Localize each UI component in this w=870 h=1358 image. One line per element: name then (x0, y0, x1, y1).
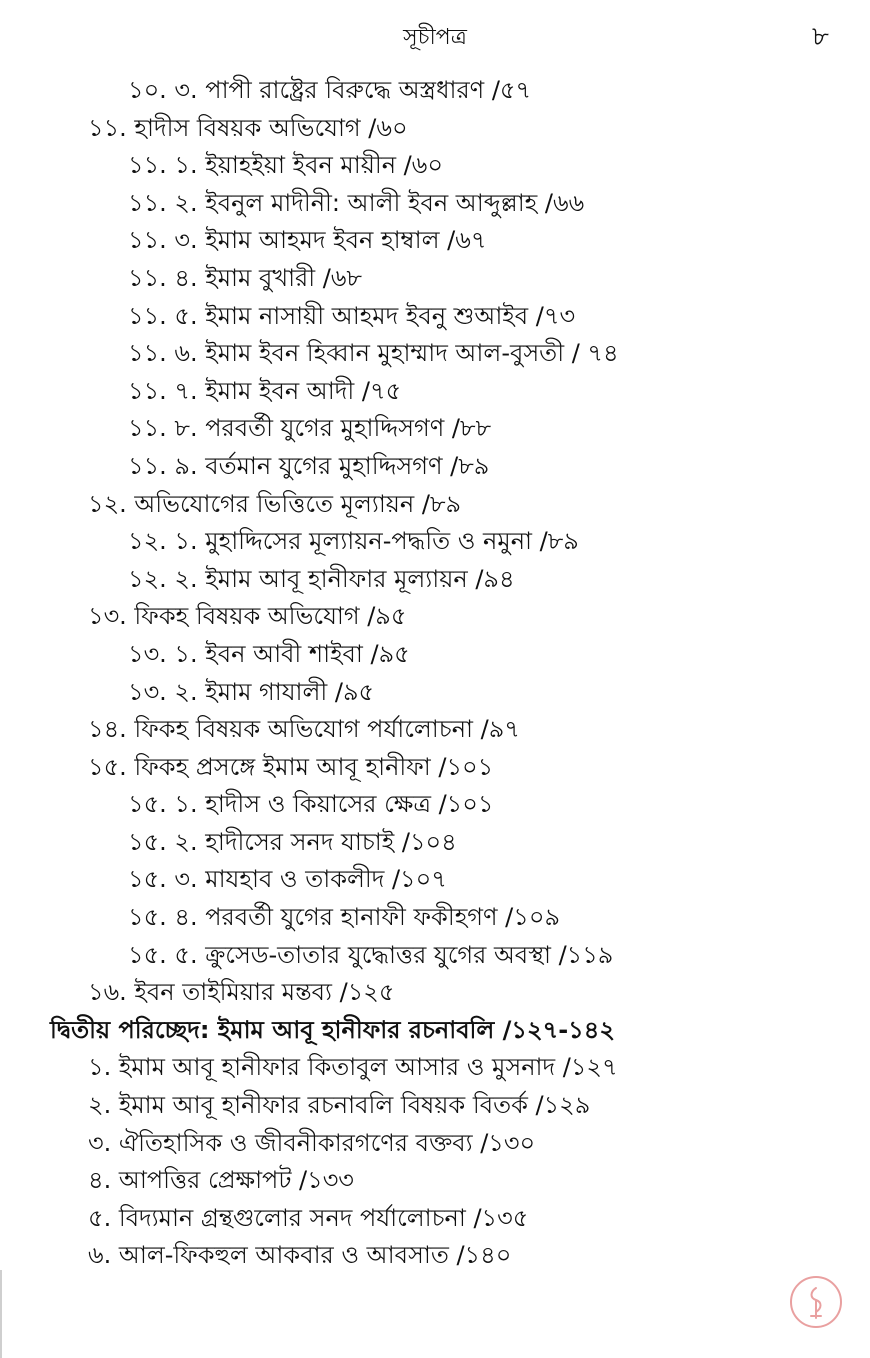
toc-entry (0, 523, 870, 561)
toc-entry-text: ১১. হাদীস বিষয়ক অভিযোগ /৬০ (88, 113, 408, 142)
toc-entry-text: ১৫. ২. হাদীসের সনদ যাচাই /১০৪ (128, 827, 457, 856)
toc-entry (0, 1125, 870, 1163)
toc-entry (0, 861, 870, 899)
toc-entry (0, 1087, 870, 1125)
toc-entry-text: ১১. ১. ইয়াহইয়া ইবন মায়ীন /৬০ (128, 151, 443, 180)
toc-entry (0, 974, 870, 1012)
chapter-heading-text: দ্বিতীয় পরিচ্ছেদ: ইমাম আবূ হানীফার রচনাবলি /১২৭-১৪২ (50, 1015, 615, 1044)
toc-entry (0, 674, 870, 712)
toc-entry-text: ১১. ৯. বর্তমান যুগের মুহাদ্দিসগণ /৮৯ (128, 451, 490, 480)
toc-entry (0, 410, 870, 448)
toc-entry (0, 335, 870, 373)
toc-entry-text: ১১. ৬. ইমাম ইবন হিব্বান মুহাম্মাদ আল-বুসতী / ৭৪ (128, 339, 619, 368)
toc-entry-text: ১৩. ২. ইমাম গাযালী /৯৫ (128, 677, 375, 706)
toc-entry-text: ১১. ৪. ইমাম বুখারী /৬৮ (128, 263, 363, 292)
toc-entry-text: ২. ইমাম আবূ হানীফার রচনাবলি বিষয়ক বিতর্ক /১২৯ (88, 1091, 591, 1120)
toc-entry (0, 598, 870, 636)
toc-entry-text: ১৩. ফিকহ বিষয়ক অভিযোগ /৯৫ (88, 602, 407, 631)
toc-entry-text: ১১. ৩. ইমাম আহমদ ইবন হাম্বাল /৬৭ (128, 226, 487, 255)
toc-entry-text: ১৫. ৪. পরবর্তী যুগের হানাফী ফকীহগণ /১০৯ (128, 903, 561, 932)
toc-entry-text: ১১. ৮. পরবর্তী যুগের মুহাদ্দিসগণ /৮৮ (128, 414, 492, 443)
toc-entry (0, 1162, 870, 1200)
publisher-seal-glyph (792, 1278, 840, 1326)
toc-entry-text: ১২. ২. ইমাম আবূ হানীফার মূল্যায়ন /৯৪ (128, 564, 515, 593)
toc-entry-text: ১২. ১. মুহাদ্দিসের মূল্যায়ন-পদ্ধতি ও নমুনা /৮৯ (128, 527, 579, 556)
toc-entry-text: ১১. ৫. ইমাম নাসায়ী আহমদ ইবনু শুআইব /৭৩ (128, 301, 576, 330)
toc-entry-text: ৪. আপত্তির প্রেক্ষাপট /১৩৩ (88, 1166, 354, 1195)
toc-entry-text: ৩. ঐতিহাসিক ও জীবনীকারগণের বক্তব্য /১৩০ (88, 1128, 536, 1157)
toc-entry-text: ১৫. ফিকহ প্রসঙ্গে ইমাম আবূ হানীফা /১০১ (88, 752, 494, 781)
toc-entry (0, 298, 870, 336)
toc-entry (0, 147, 870, 185)
toc-entry (0, 937, 870, 975)
table-of-contents (0, 72, 870, 1275)
toc-entry-text: ১৪. ফিকহ বিষয়ক অভিযোগ পর্যালোচনা /৯৭ (88, 715, 520, 744)
toc-entry-text: ১১. ৭. ইমাম ইবন আদী /৭৫ (128, 376, 402, 405)
toc-entry-text: ১২. অভিযোগের ভিত্তিতে মূল্যায়ন /৮৯ (88, 489, 462, 518)
publisher-seal-icon (790, 1276, 842, 1328)
toc-entry (0, 448, 870, 486)
toc-entry (0, 636, 870, 674)
toc-entry (0, 1200, 870, 1238)
toc-entry (0, 185, 870, 223)
toc-entry (0, 899, 870, 937)
toc-entry-text: ১৫. ৩. মাযহাব ও তাকলীদ /১০৭ (128, 865, 447, 894)
toc-entry (0, 110, 870, 148)
toc-entry-text: ৫. বিদ্যমান গ্রন্থগুলোর সনদ পর্যালোচনা /১৩৫ (88, 1203, 529, 1232)
toc-entry (0, 486, 870, 524)
toc-entry (0, 749, 870, 787)
toc-entry-text: ১. ইমাম আবূ হানীফার কিতাবুল আসার ও মুসনাদ /১২৭ (88, 1053, 618, 1082)
toc-entry (0, 1049, 870, 1087)
toc-entry-text: ১৬. ইবন তাইমিয়ার মন্তব্য /১২৫ (88, 978, 395, 1007)
toc-entry (0, 1237, 870, 1275)
chapter-heading (0, 1012, 870, 1050)
toc-entry (0, 711, 870, 749)
page-title: সূচীপত্র (403, 25, 467, 50)
toc-entry (0, 786, 870, 824)
toc-entry (0, 373, 870, 411)
toc-entry-text: ১৫. ১. হাদীস ও কিয়াসের ক্ষেত্র /১০১ (128, 790, 494, 819)
toc-entry-text: ১৫. ৫. ক্রুসেড-তাতার যুদ্ধোত্তর যুগের অবস্থা /১১৯ (128, 940, 614, 969)
toc-entry-text: ১০. ৩. পাপী রাষ্ট্রের বিরুদ্ধে অস্ত্রধারণ /৫৭ (128, 76, 532, 104)
toc-entry-text: ১৩. ১. ইবন আবী শাইবা /৯৫ (128, 639, 410, 668)
scan-edge-line (0, 1270, 2, 1358)
toc-entry (0, 222, 870, 260)
toc-entry-text: ৬. আল-ফিকহুল আকবার ও আবসাত /১৪০ (88, 1241, 512, 1270)
toc-entry-text: ১১. ২. ইবনুল মাদীনী: আলী ইবন আব্দুল্লাহ /৬৬ (128, 188, 585, 217)
toc-entry (0, 72, 870, 110)
page-number: ৮ (812, 22, 829, 52)
toc-entry (0, 561, 870, 599)
toc-entry (0, 824, 870, 862)
toc-entry (0, 260, 870, 298)
